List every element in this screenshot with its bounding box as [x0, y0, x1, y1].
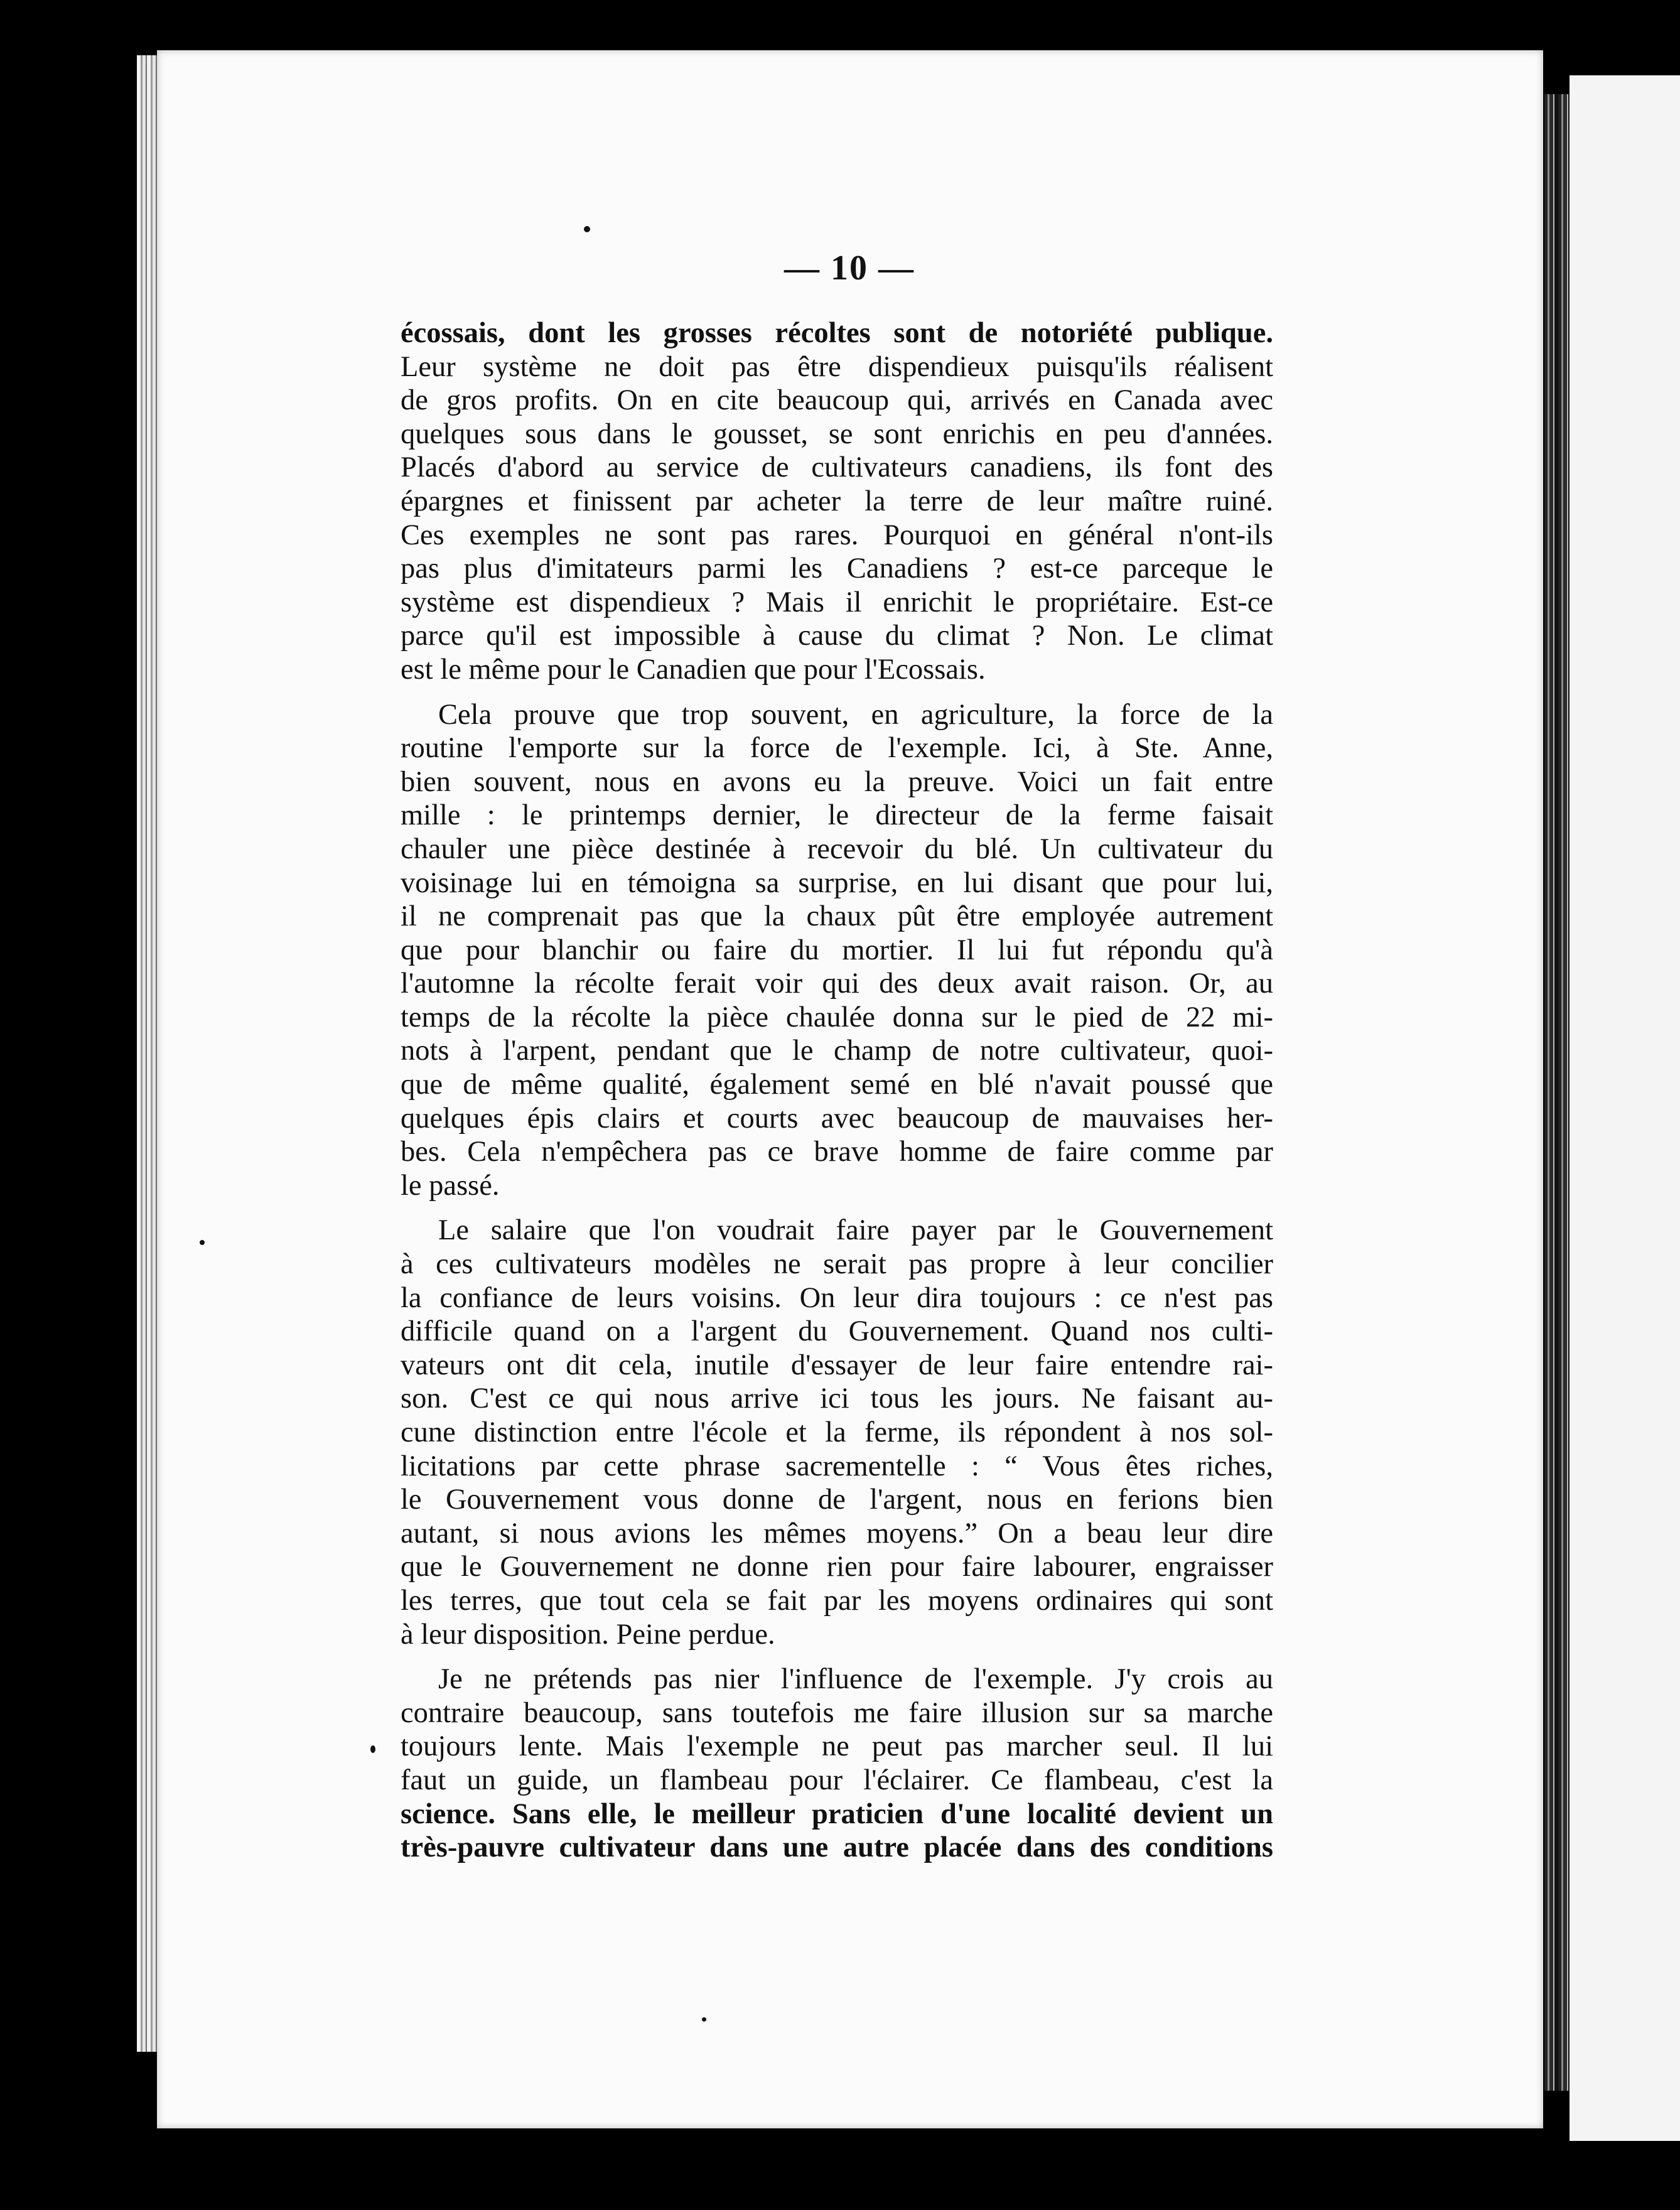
text-line: voisinage lui en témoigna sa surprise, en lui disant que pour lui, [401, 866, 1273, 899]
ink-speck [584, 226, 590, 232]
text-line: Placés d'abord au service de cultivateurs canadiens, ils font des [401, 451, 1273, 484]
text-line: épargnes et finissent par acheter la terre de leur maître ruiné. [401, 485, 1273, 517]
text-line: la confiance de leurs voisins. On leur dira toujours : ce n'est pas [401, 1281, 1273, 1314]
text-line: à leur disposition. Peine perdue. [401, 1618, 775, 1651]
text-line: temps de la récolte la pièce chaulée donna sur le pied de 22 mi- [401, 1001, 1273, 1033]
right-binding-edge [1544, 94, 1572, 2091]
text-line: son. C'est ce qui nous arrive ici tous les jours. Ne faisant au- [401, 1383, 1273, 1415]
text-line: que le Gouvernement ne donne rien pour faire labourer, engraisser [401, 1551, 1273, 1583]
text-line: vateurs ont dit cela, inutile d'essayer de leur faire entendre rai- [401, 1349, 1273, 1381]
text-line: parce qu'il est impossible à cause du climat ? Non. Le climat [401, 620, 1273, 652]
text-line: Cela prouve que trop souvent, en agriculture, la force de la [438, 698, 1273, 731]
text-line: quelques épis clairs et courts avec beaucoup de mauvaises her- [401, 1102, 1273, 1135]
text-line: écossais, dont les grosses récoltes sont de notoriété publique. [401, 317, 1273, 349]
text-line: science. Sans elle, le meilleur praticien d'une localité devient un [401, 1798, 1273, 1830]
body-text [401, 316, 1273, 1865]
ink-speck [702, 2017, 706, 2022]
text-line: Leur système ne doit pas être dispendieux puisqu'ils réalisent [401, 350, 1273, 383]
text-line: cune distinction entre l'école et la ferme, ils répondent à nos sol- [401, 1416, 1273, 1448]
text-line: est le même pour le Canadien que pour l'Ecossais. [401, 653, 986, 686]
text-line: les terres, que tout cela se fait par les moyens ordinaires qui sont [401, 1584, 1273, 1617]
text-line: difficile quand on a l'argent du Gouvernement. Quand nos culti- [401, 1315, 1273, 1348]
text-line: licitations par cette phrase sacrementelle : “ Vous êtes riches, [401, 1450, 1273, 1482]
text-line: chauler une pièce destinée à recevoir du blé. Un cultivateur du [401, 833, 1273, 865]
text-line: Le salaire que l'on voudrait faire payer par le Gouvernement [438, 1214, 1273, 1247]
text-line: le Gouvernement vous donne de l'argent, nous en ferions bien [401, 1484, 1273, 1516]
text-line: pas plus d'imitateurs parmi les Canadiens ? est-ce parceque le [401, 552, 1273, 585]
text-line: le passé. [401, 1169, 500, 1202]
text-line: Ces exemples ne sont pas rares. Pourquoi en général n'ont-ils [401, 519, 1273, 551]
text-line: contraire beaucoup, sans toutefois me faire illusion sur sa marche [401, 1696, 1273, 1729]
text-line: quelques sous dans le gousset, se sont enrichis en peu d'années. [401, 418, 1273, 450]
text-line: à ces cultivateurs modèles ne serait pas propre à leur concilier [401, 1248, 1273, 1281]
text-line: système est dispendieux ? Mais il enrichit le propriétaire. Est-ce [401, 586, 1273, 618]
text-line: que de même qualité, également semé en blé n'avait poussé que [401, 1069, 1273, 1101]
text-line: bes. Cela n'empêchera pas ce brave homme de faire comme par [401, 1136, 1273, 1168]
ink-speck [200, 1240, 205, 1245]
text-line: autant, si nous avions les mêmes moyens.” On a beau leur dire [401, 1517, 1273, 1550]
text-line: très-pauvre cultivateur dans une autre placée dans des conditions [401, 1831, 1273, 1864]
text-line: il ne comprenait pas que la chaux pût être employée autrement [401, 900, 1273, 933]
text-line: que pour blanchir ou faire du mortier. Il lui fut répondu qu'à [401, 934, 1273, 966]
text-line: bien souvent, nous en avons eu la preuve. Voici un fait entre [401, 765, 1273, 798]
text-line: l'automne la récolte ferait voir qui des deux avait raison. Or, au [401, 968, 1273, 1000]
text-line: toujours lente. Mais l'exemple ne peut pas marcher seul. Il lui [401, 1730, 1273, 1763]
page-number: — 10 — [784, 249, 915, 288]
text-line: de gros profits. On en cite beaucoup qui, arrivés en Canada avec [401, 384, 1273, 417]
text-line: mille : le printemps dernier, le directeur de la ferme faisait [401, 799, 1273, 832]
text-line: Je ne prétends pas nier l'influence de l'exemple. J'y crois au [438, 1663, 1273, 1696]
text-line: nots à l'arpent, pendant que le champ de notre cultivateur, quoi- [401, 1035, 1273, 1067]
ink-speck [370, 1745, 375, 1753]
text-line: faut un guide, un flambeau pour l'éclairer. Ce flambeau, c'est la [401, 1764, 1273, 1796]
text-line: routine l'emporte sur la force de l'exemple. Ici, à Ste. Anne, [401, 732, 1273, 765]
next-page-sliver [1570, 75, 1680, 2141]
